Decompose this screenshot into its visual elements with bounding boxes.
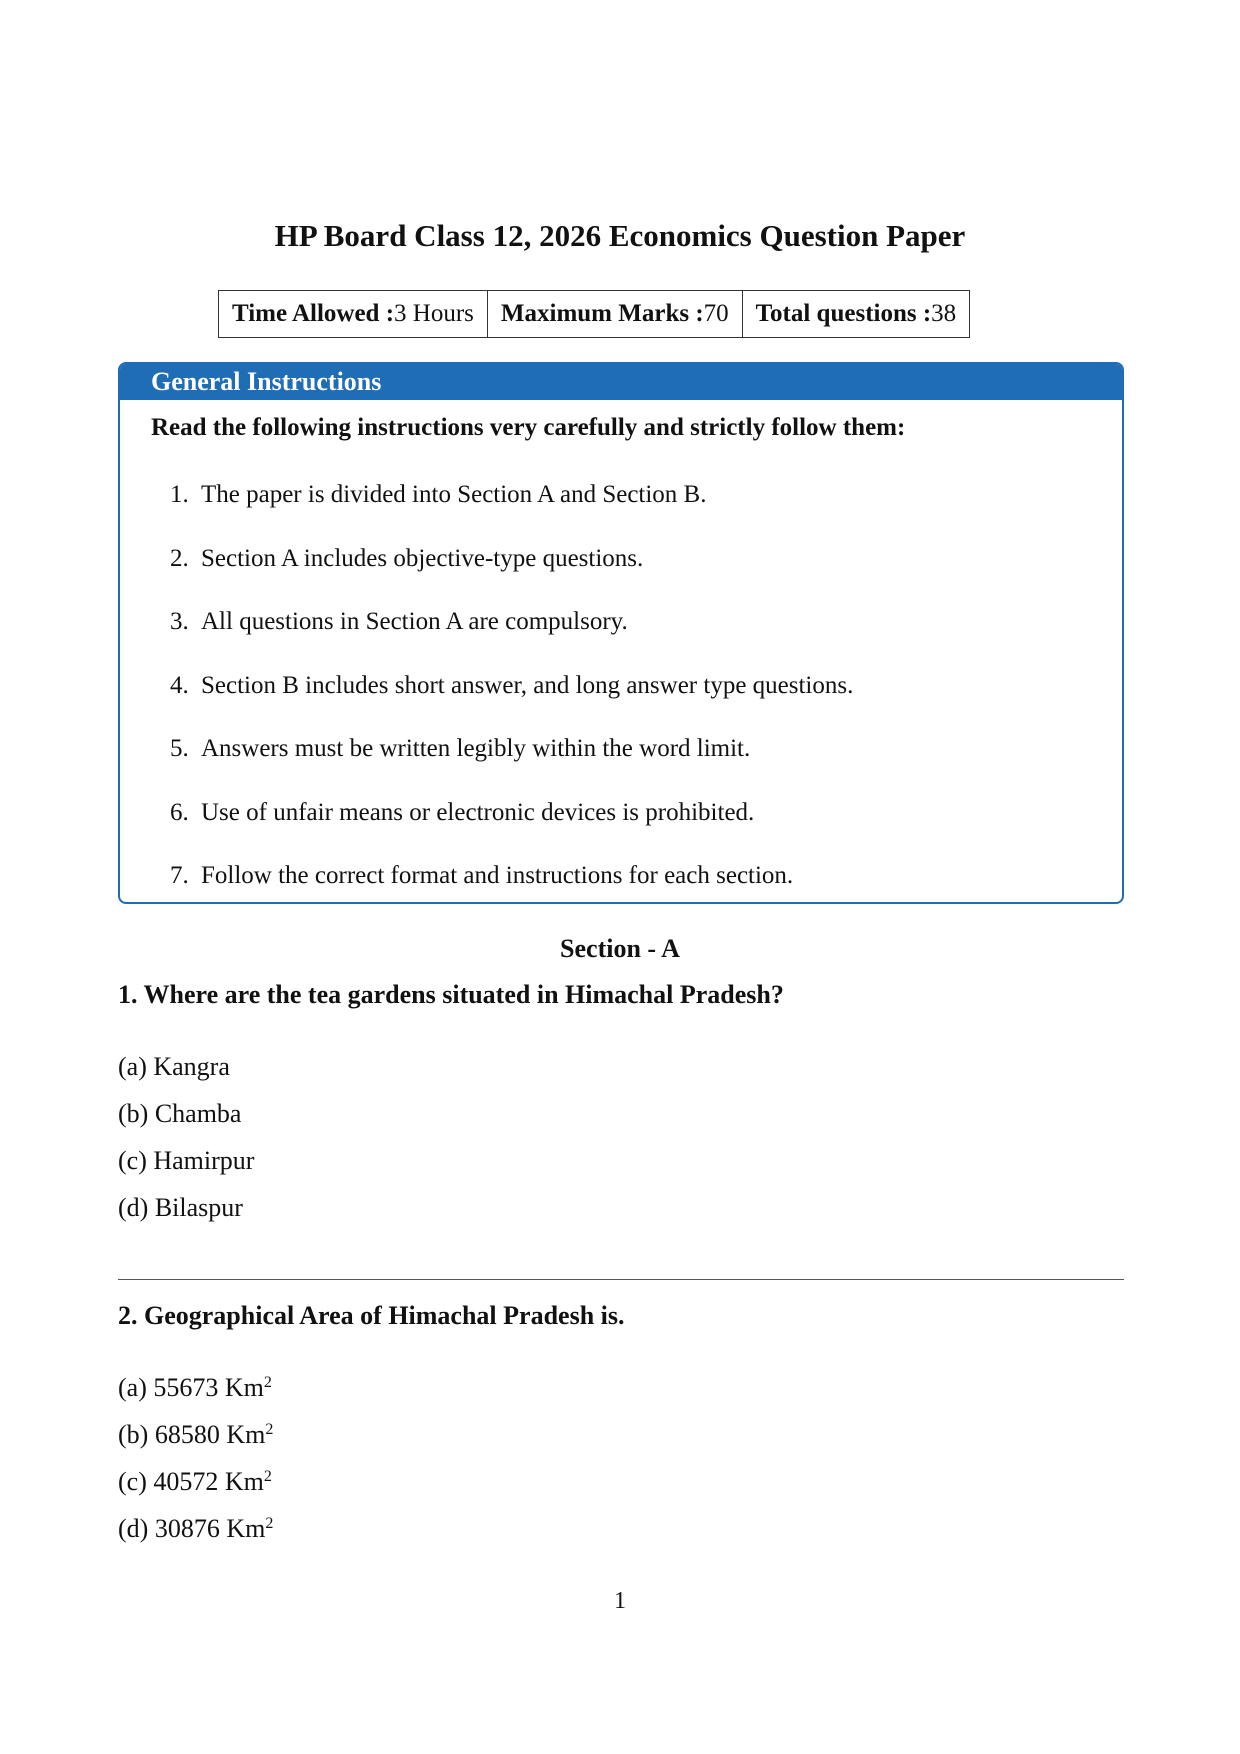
instruction-number: 5.: [170, 735, 189, 762]
option-c: (c) Hamirpur: [118, 1146, 255, 1175]
option-b: (b) Chamba: [118, 1099, 242, 1128]
instruction-item: [170, 607, 853, 671]
instruction-number: 1.: [170, 481, 189, 508]
instruction-text: The paper is divided into Section A and Section B.: [201, 481, 707, 508]
time-allowed-cell: [219, 291, 487, 337]
general-instructions-box: [118, 362, 1124, 904]
option-d: (d) Bilaspur: [118, 1193, 243, 1222]
option-d-text: (d) 30876 Km: [118, 1514, 266, 1543]
option-a: (a) Kangra: [118, 1052, 230, 1081]
page-title: HP Board Class 12, 2026 Economics Question Paper: [274, 218, 966, 253]
unit-superscript: 2: [263, 1468, 272, 1485]
question-2-options: [118, 1371, 273, 1559]
unit-superscript: 2: [263, 1374, 272, 1391]
option-c: [118, 1465, 273, 1512]
time-allowed-label: Time Allowed :: [232, 300, 395, 327]
question-1: 1. Where are the tea gardens situated in Himachal Pradesh?: [118, 980, 784, 1009]
instructions-list: [170, 480, 853, 904]
instruction-item: [170, 734, 853, 798]
instruction-text: Section A includes objective-type questions.: [201, 544, 644, 572]
option-c-text: (c) 40572 Km: [118, 1467, 264, 1496]
instruction-item: [170, 798, 853, 862]
maximum-marks-label: Maximum Marks :: [500, 300, 704, 327]
instruction-item: [170, 671, 853, 735]
instruction-number: 4.: [170, 671, 189, 699]
question-divider: [118, 1279, 1124, 1280]
instruction-number: 6.: [170, 798, 189, 826]
instruction-text: Follow the correct format and instructions for each section.: [201, 862, 794, 889]
unit-superscript: 2: [265, 1421, 274, 1438]
option-b: [118, 1418, 273, 1465]
instruction-item: [170, 544, 853, 608]
option-a-text: (a) 55673 Km: [118, 1373, 264, 1402]
instruction-number: 2.: [170, 544, 189, 572]
page-number: 1: [614, 1588, 626, 1614]
option-a: [118, 1371, 273, 1418]
maximum-marks-cell: [487, 291, 742, 337]
total-questions-value: 38: [931, 300, 957, 327]
total-questions-cell: [742, 291, 970, 337]
instructions-lead: Read the following instructions very carefully and strictly follow them:: [151, 414, 906, 441]
instruction-text: Use of unfair means or electronic devices is prohibited.: [201, 798, 755, 826]
instruction-text: All questions in Section A are compulsory.: [201, 608, 628, 635]
option-b-text: (b) 68580 Km: [118, 1420, 266, 1449]
exam-meta-table: [218, 290, 970, 338]
question-1-options: [118, 1050, 254, 1238]
general-instructions-header: General Instructions: [120, 364, 1122, 400]
option-d: [118, 1512, 273, 1559]
time-allowed-value: 3 Hours: [394, 300, 474, 327]
instruction-text: Section B includes short answer, and long answer type questions.: [201, 671, 854, 699]
instruction-number: 3.: [170, 608, 189, 635]
instruction-item: [170, 861, 853, 904]
question-2: 2. Geographical Area of Himachal Pradesh is.: [118, 1301, 625, 1330]
instruction-number: 7.: [170, 862, 189, 889]
maximum-marks-value: 70: [703, 300, 729, 327]
section-a-heading: Section - A: [560, 934, 680, 963]
total-questions-label: Total questions :: [755, 300, 932, 327]
instruction-item: [170, 480, 853, 544]
instruction-text: Answers must be written legibly within the word limit.: [201, 735, 751, 762]
unit-superscript: 2: [265, 1515, 274, 1532]
